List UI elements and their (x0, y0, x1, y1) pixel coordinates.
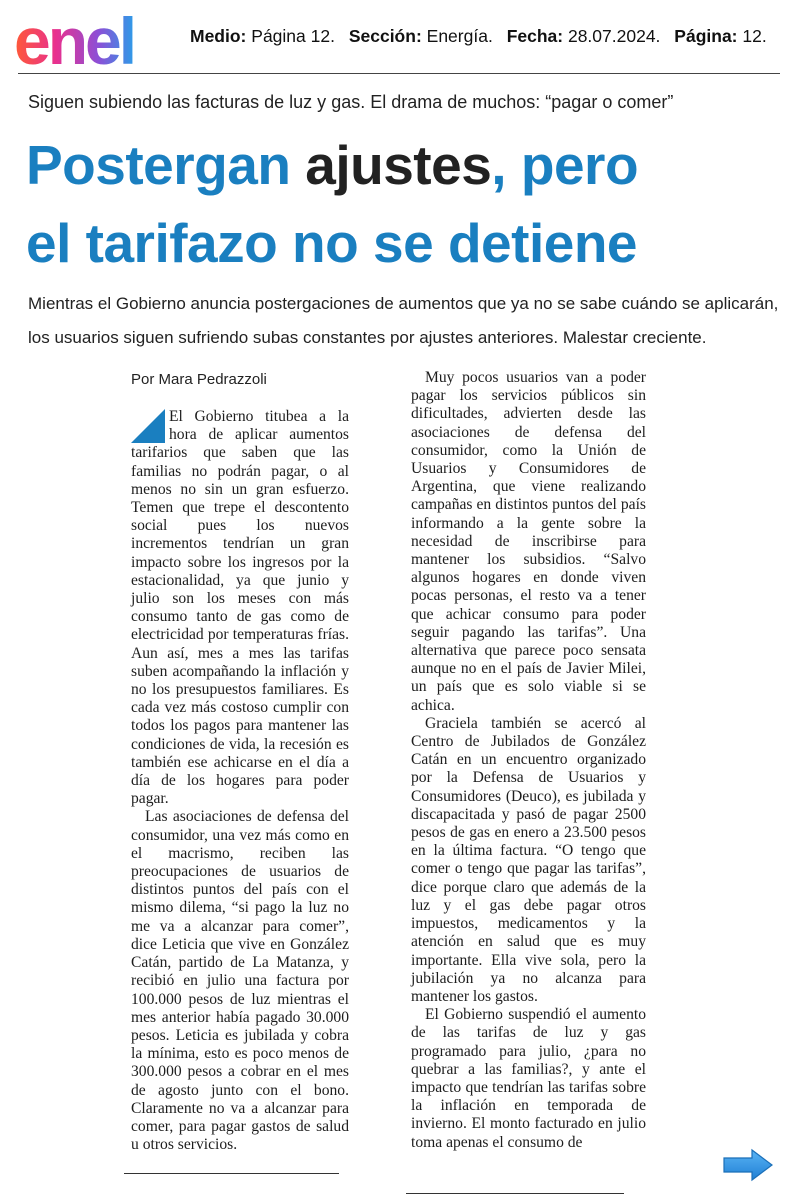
col2-paragraph-3: El Gobierno suspendió el aumento de las tarifas de luz y gas programado para julio, ¿para no quebrar a las familias?, y ante el impacto que tendrían las tarifas sobre la inflación en temporada de invierno. El monto facturado en julio toma apenas el consumo de (411, 1006, 646, 1151)
headline-part1: Postergan (26, 134, 291, 196)
dek-line2: los usuarios siguen sufriendo subas constantes por ajustes anteriores. Malestar creciente. (28, 328, 707, 347)
dek (28, 287, 798, 355)
svg-text:enel: enel (14, 8, 135, 72)
fecha-value: 28.07.2024. (567, 26, 661, 46)
col1-paragraph-2: Las asociaciones de defensa del consumidor, una vez más como en el macrismo, reciben las preocupaciones de usuarios de distintos puntos del país con el mismo dilema, “si pago la luz no me va a alcanzar para comer”, dice Leticia que vive en González Catán, partido de La Matanza, y recibió en julio una factura por 100.000 pesos de luz mientras el mes anterior había pagado 30.000 pesos. Leticia es jubilada y cobra la mínima, esto es poco menos de 300.000 pesos a cobrar en el mes de agosto junto con el bono. Claramente no va a alcanzar para comer, para pagar gastos de salud u otros servicios. (131, 808, 349, 1154)
header-meta (190, 26, 796, 47)
pagina-label: Página: (674, 26, 738, 46)
article-column-2 (411, 369, 646, 1179)
headline-part4: el tarifazo no se detiene (26, 212, 638, 274)
seccion-value: Energía. (426, 26, 493, 46)
headline-part2: ajustes (305, 134, 492, 196)
enel-logo (14, 8, 182, 72)
kicker: Siguen subiendo las facturas de luz y gas. El drama de muchos: “pagar o comer” (28, 92, 674, 112)
column-1-end-rule (124, 1173, 339, 1174)
seccion-label: Sección: (348, 26, 422, 46)
dek-line1: Mientras el Gobierno anuncia postergaciones de aumentos que ya no se sabe cuándo se aplicarán, (28, 294, 779, 313)
col2-paragraph-1: Muy pocos usuarios van a poder pagar los servicios públicos sin dificultades, advierten desde las asociaciones de defensa del consumidor, como la Unión de Usuarios y Consumidores de Argentina, que viene realizando campañas en distintos puntos del país informando a la gente sobre la necesidad de inscribirse para mantener los subsidios. “Salvo algunos hogares en donde viven pocas personas, el resto va a tener que achicar consumo para poder seguir pagando las tarifas”. Una alternativa que parece poco sensata aunque no en el país de Javier Milei, un país que es solo viable si se achica. (411, 369, 646, 714)
headline (26, 126, 796, 282)
byline: Por Mara Pedrazzoli (131, 371, 267, 388)
triangle-dropcap-icon (131, 409, 165, 443)
col1-text-1: El Gobierno titubea a la hora de aplicar aumentos tarifarios que saben que las familias no podrán pagar, o al menos no sin un gran esfuerzo. Temen que trepe el descontento social pues los nuevos incrementos tendrían un gran impacto sobre los ingresos por la estacionalidad, ya que junio y julio son los meses con más consumo tanto de gas como de electricidad por temperaturas frías. Aun así, mes a mes las tarifas suben acompañando la inflación y no los presupuestos familiares. Es cada vez más costoso cumplir con todos los pagos para mantener las condiciones de vida, la recesión es también ese achicarse en el día a día de los hogares para poder pagar. (131, 408, 349, 808)
headline-part3: , pero (491, 134, 639, 196)
medio-value: Página 12. (251, 26, 335, 46)
column-2-end-rule (406, 1193, 624, 1194)
article-column-1 (131, 408, 349, 1156)
header-divider (18, 73, 780, 74)
medio-label: Medio: (190, 26, 247, 46)
col1-paragraph-1 (131, 408, 349, 808)
fecha-label: Fecha: (506, 26, 564, 46)
col2-paragraph-2: Graciela también se acercó al Centro de Jubilados de González Catán en un encuentro organizado por la Defensa de Usuarios y Consumidores (Deuco), es jubilada y discapacitada y pasó de pagar 2500 pesos de gas en enero a 23.500 pesos en la última factura. “O tengo que comer o tengo que pagar las tarifas”, dice porque claro que además de la luz y el gas debe pagar otros impuestos, medicamentos y la atención en salud que es muy importante. Ella vive sola, pero la jubilación ya no alcanza para mantener los gastos. (411, 714, 646, 1005)
pagina-value: 12. (742, 26, 767, 46)
arrow-right-icon[interactable] (722, 1148, 774, 1182)
